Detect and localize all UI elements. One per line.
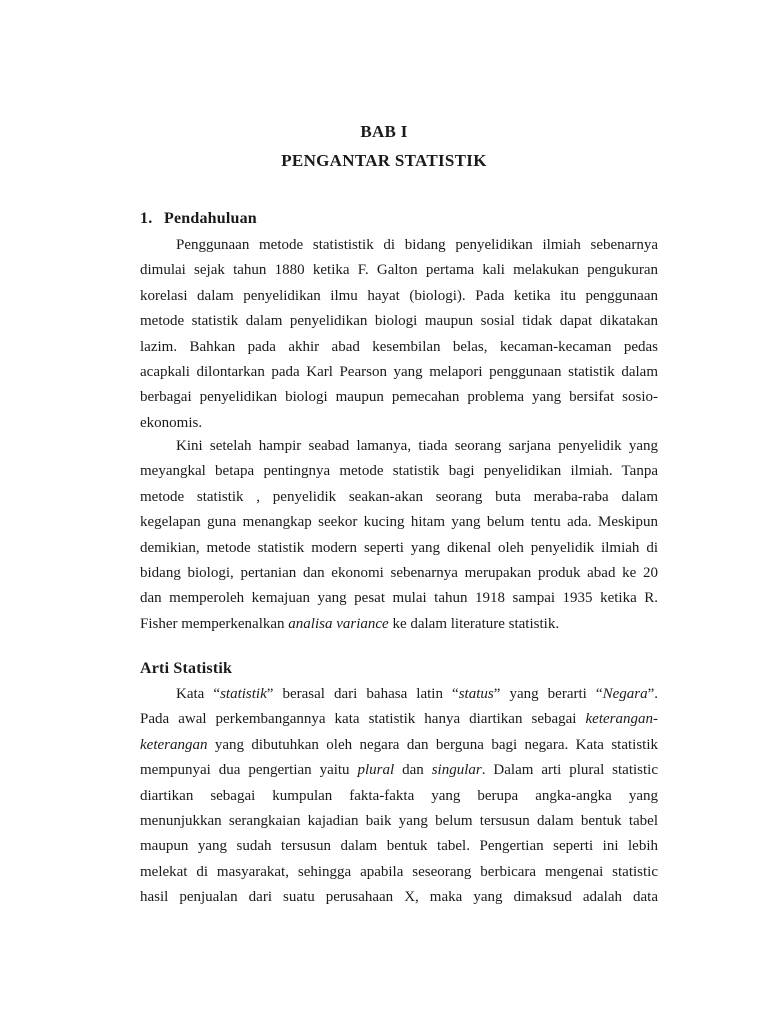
- text-line: Kini setelah hampir seabad lamanya, tiada seorang sarjana penyelidik yang: [176, 438, 658, 454]
- italic-term: statistik: [220, 686, 267, 702]
- text-line: hasil penjualan dari suatu perusahaan X, maka yang dimaksud adalah data: [140, 889, 658, 906]
- text-line: [140, 758, 658, 783]
- text-span: mempunyai dua pengertian yaitu: [140, 762, 358, 779]
- text-span: ” berasal dari bahasa latin “: [266, 686, 459, 702]
- paragraph-pendahuluan-2: [140, 434, 658, 637]
- text-line: [140, 733, 658, 758]
- italic-term: keterangan: [140, 736, 208, 753]
- text-line: [140, 707, 658, 732]
- text-span: ke dalam literature statistik.: [388, 615, 560, 632]
- text-line: dimulai sejak tahun 1880 ketika F. Galton pertama kali melakukan pengukuran: [140, 262, 658, 279]
- text-line: metode statistik , penyelidik seakan-akan seorang buta meraba-raba dalam: [140, 488, 658, 505]
- text-span: yang dibutuhkan oleh negara dan berguna bagi negara. Kata statistik: [207, 736, 658, 753]
- text-span: . Dalam arti plural statistic: [481, 762, 658, 779]
- italic-term: Negara: [602, 686, 648, 702]
- text-line: demikian, metode statistik modern seperti yang dikenal oleh penyelidik ilmiah di: [140, 539, 658, 556]
- section-number: 1.: [140, 210, 153, 227]
- paragraph-arti-statistik: [140, 682, 658, 911]
- paragraph-pendahuluan-1: [140, 233, 658, 436]
- text-line: korelasi dalam penyelidikan ilmu hayat (biologi). Pada ketika itu penggunaan: [140, 287, 658, 304]
- text-span: Fisher memperkenalkan: [140, 615, 289, 632]
- text-line: acapkali dilontarkan pada Karl Pearson yang melapori penggunaan statistik dalam: [140, 364, 658, 381]
- text-line: meyangkal betapa pentingnya metode statistik bagi penyelidikan ilmiah. Tanpa: [140, 463, 658, 480]
- text-line: kegelapan guna menangkap seekor kucing hitam yang belum tentu ada. Meskipun: [140, 514, 658, 531]
- text-line: diartikan sebagai kumpulan fakta-fakta yang berupa angka-angka yang: [140, 787, 658, 804]
- italic-term: plural: [357, 762, 395, 779]
- text-span: dan: [394, 762, 432, 779]
- text-line: Penggunaan metode statististik di bidang penyelidikan ilmiah sebenarnya: [176, 237, 658, 253]
- text-line: ekonomis.: [140, 414, 203, 431]
- text-line: [140, 682, 658, 707]
- italic-term: keterangan-: [585, 711, 658, 728]
- section-title: Pendahuluan: [164, 210, 257, 227]
- text-span: Kata “: [176, 686, 221, 702]
- text-line: menunjukkan serangkaian kajadian baik yang belum tersusun dalam bentuk tabel: [140, 813, 658, 830]
- text-line: lazim. Bahkan pada akhir abad kesembilan belas, kecaman-kecaman pedas: [140, 338, 658, 355]
- italic-term: status: [458, 686, 494, 702]
- italic-term: singular: [431, 762, 482, 779]
- text-span: ”.: [647, 686, 658, 702]
- text-line: berbagai penyelidikan biologi maupun pemecahan problema yang bersifat sosio-: [140, 389, 658, 406]
- section-heading-pendahuluan: [140, 210, 257, 228]
- text-span: ” yang berarti “: [493, 686, 603, 702]
- text-line: melekat di masyarakat, sehingga apabila seseorang berbicara mengenai statistic: [140, 863, 658, 880]
- text-line: [140, 612, 658, 637]
- chapter-title: PENGANTAR STATISTIK: [281, 151, 487, 170]
- chapter-number: BAB I: [360, 122, 408, 141]
- text-span: Pada awal perkembangannya kata statistik hanya diartikan sebagai: [140, 711, 586, 728]
- text-line: metode statistik dalam penyelidikan biologi maupun sosial tidak dapat dikatakan: [140, 313, 658, 330]
- section-heading-arti-statistik: Arti Statistik: [140, 660, 233, 677]
- text-line: maupun yang sudah tersusun dalam bentuk tabel. Pengertian seperti ini lebih: [140, 838, 658, 855]
- text-line: dan memperoleh kemajuan yang pesat mulai tahun 1918 sampai 1935 ketika R.: [140, 590, 658, 607]
- text-line: bidang biologi, pertanian dan ekonomi sebenarnya merupakan produk abad ke 20: [140, 565, 658, 582]
- italic-term: analisa variance: [288, 615, 389, 632]
